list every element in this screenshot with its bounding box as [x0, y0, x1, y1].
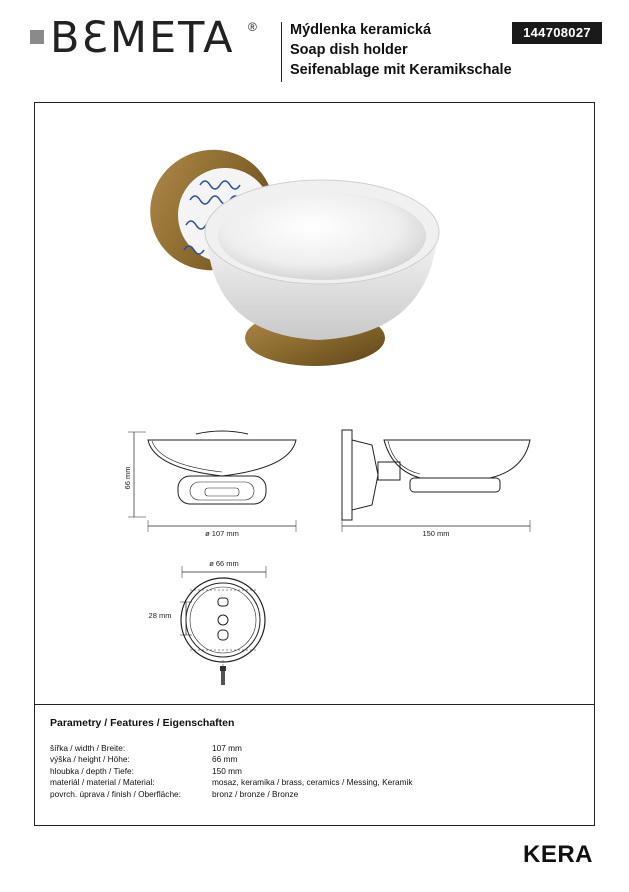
- mount-view-drawing: [180, 566, 266, 683]
- product-photo: [133, 132, 439, 366]
- brand-logo: BƐMETA: [50, 13, 235, 63]
- param-label: hloubka / depth / Tiefe:: [50, 765, 134, 776]
- title-de: Seifenablage mit Keramikschale: [290, 62, 512, 78]
- front-height-label: 66 mm: [123, 466, 132, 490]
- params-title: Parametry / Features / Eigenschaften: [50, 717, 235, 729]
- param-value: 66 mm: [212, 754, 238, 765]
- mount-spacing-label: 28 mm: [148, 611, 172, 620]
- side-depth-label: 150 mm: [422, 529, 450, 538]
- mount-diameter-label: ø 66 mm: [209, 559, 239, 568]
- param-value: 107 mm: [212, 743, 242, 753]
- param-label: materiál / material / Material:: [50, 777, 155, 788]
- param-value: bronz / bronze / Bronze: [212, 788, 299, 799]
- param-label: šířka / width / Breite:: [50, 743, 126, 753]
- front-view-drawing: [128, 431, 296, 532]
- title-en: Soap dish holder: [290, 42, 408, 58]
- front-diameter-label: ø 107 mm: [205, 529, 239, 538]
- collection-name: KERA: [522, 841, 593, 868]
- title-cz: Mýdlenka keramická: [290, 22, 432, 38]
- param-label: povrch. úprava / finish / Oberfläche:: [50, 788, 181, 799]
- side-view-drawing: [342, 430, 530, 532]
- product-code-badge: 144708027: [512, 22, 602, 44]
- param-value: mosaz, keramika / brass, ceramics / Messing, Keramik: [212, 777, 413, 788]
- registered-mark: ®: [248, 20, 257, 34]
- param-label: výška / height / Höhe:: [50, 754, 130, 765]
- params-separator: [34, 704, 595, 705]
- ceramic-bowl-inner: [218, 192, 426, 280]
- param-value: 150 mm: [212, 765, 242, 776]
- screw-icon: [220, 666, 226, 685]
